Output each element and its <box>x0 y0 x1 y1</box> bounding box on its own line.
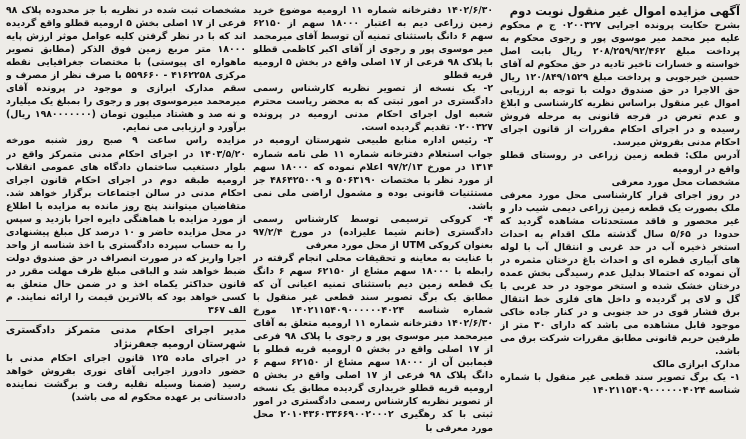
signature-heading: مدیر اجرای احکام مدنی متمرکز دادگستری شهرستان ارومیه جعفرنژاد <box>6 325 246 351</box>
notice-column-2 <box>253 4 493 435</box>
notice-paragraph: ۴- کروکی ترسیمی توسط کارشناس رسمی دادگستری (خانم شیما علیزاده) در مورخ ۹۷/۲/۴ بعنوان کروکی UTM از محل مورد معرفی <box>253 213 493 251</box>
section-heading: مشخصات محل مورد معرفی <box>611 176 740 188</box>
notice-paragraph: با عنایت به معاینه و تحقیقات محلی انجام گرفته در رابطه با ۱۸۰۰۰ سهم مشاع از ۶۲۱۵۰ سهم ۶ دانگ یک قطعه زمین دیم باستثنای تمنیه اعیانی آن که مطابق یک برگ تصویر سند قطعی غیر منقول با شماره شناسه ۱۴۰۲۱۱۵۴۰۹۰۰۰۰۰۰۴۰۲۴ مورخ ۱۴۰۲/۶/۳۰ دفترخانه شماره ۱۱ ارومیه متعلق به آقای میرمحمد میر موسوی پور و رجوی با پلاک ۹۸ فرعی از ۱۷ اصلی واقع در بخش ۵ ارومیه قریه قطلو با فیمابین آن از ۱۸۰۰۰ سهم مشاع از ۶۲۱۵۰ سهم ۶ دانگ پلاک ۹۸ فرعی از ۱۷ اصلی واقع در بخش ۵ ارومیه قریه قطلو خریداری گردیده مطابق یک نسخه از تصویر نظریه کارشناس رسمی دادگستری در امور ثبتی با کد رهگیری ۲۰۱۰۴۳۶۰۳۳۶۶۹۰۰۲۰۰۰۲ محل مورد معرفی با <box>253 252 493 434</box>
property-address: آدرس ملک: قطعه زمین زراعی در روستای قطلو واقع در ارومیه <box>500 150 740 175</box>
notice-paragraph: ۱- یک برگ تصویر سند قطعی غیر منقول با شماره شناسه ۱۴۰۲۱۱۵۴۰۹۰۰۰۰۰۰۴۰۲۴ <box>500 372 740 397</box>
notice-title: آگهی مزایده اموال غیر منقول نوبت دوم <box>509 4 740 18</box>
notice-paragraph: ۳- رئیس اداره منابع طبیعی شهرستان ارومیه در جواب استعلام دفترخانه شماره ۱۱ طی نامه شماره ۱۳۱۴ در مورخ ۹۷/۲/۱۳ اعلام نموده که ۱۸۰۰۰ سهم از مورد نظر با مختصات ۵۰۶۳۱۹۰ و ۴۸۶۴۲۵۰۰۹ جز مستثنیات قانونی بوده و مشمول اراضی ملی نمی باشد. <box>253 135 493 212</box>
notice-paragraph: ۱۴۰۲/۶/۳۰ دفترخانه شماره ۱۱ ارومیه موضوع خرید زمین زراعی دیم به اعتبار ۱۸۰۰۰ سهم از ۶۲۱۵۰ سهم ۶ دانگ باستثنای تمنیه آن توسط آقای میرمحمد میر موسوی پور و رجوی از آقای اکبر کاظمی قطلو با پلاک ۹۸ فرعی از ۱۷ اصلی واقع در بخش ۵ ارومیه قریه قطلو <box>253 5 493 82</box>
notice-column-1 <box>500 4 740 435</box>
notice-paragraph: مشخصات ثبت شده در نظریه با جز محدوده پلاک ۹۸ فرعی از ۱۷ اصلی بخش ۵ ارومیه قطلو واقع گردیده اند که با در نظر گرفتن کلیه عوامل موثر ارزش پایه ۱۸۰۰۰ متر مربع زمین فوق الذکر (مطابق تصویر ماهواره ای پیوستی) با مختصات جغرافیایی نقطه مرکزی ۴۱۶۲۲۵۸ - ۵۵۹۶۶۰ با صرف نظر از مصرف و سقم مدارک ابرازی و موجود در پرونده آقای میرمحمد میرموسوی پور و رجوی را بمبلغ یک میلیارد و نه صد و هشتاد میلیون تومان (۱۹۸۰۰۰۰۰۰۰ ریال) برآورد و ارزیابی می نمایم. <box>6 5 246 134</box>
notice-paragraph: در اجرای ماده ۱۲۵ قانون اجرای احکام مدنی با حضور دادورز اجرایی آقای نوری بفروش خواهد رسید (ضمنا وسیله نقلیه رفت و برگشت نماینده دادستانی بر عهده محکوم له می باشد) <box>6 353 246 404</box>
divider <box>6 320 246 321</box>
auction-details: مزایده راس ساعت ۹ صبح روز شنبه مورخه ۱۴۰۳/۵/۲۰ در اجرای احکام مدنی متمرکز واقع در بلوار دستغیب ساختمان دادگاه های عمومی انقلاب ارومیه طبقه دوم در اجرای احکام قانون اجرای احکام مدنی در سالن اجتماعات برگزار خواهد شد. متقاضیان میتوانند پنج روز مانده به مزایده با اطلاع از مورد مزایده با هماهنگی دایره اجرا بازدید و سپس در محل مزایده حاضر و ۱۰ درصد کل مبلغ پیشنهادی را به حساب سپرده دادگستری با اخذ شناسه از واحد اجرا واریز که در صورت انصراف در حق صندوق دولت ضبط خواهد شد و الباقی مبلغ ظرف مهلت مقرر در قانون حداکثر یکماه اخذ و در ضمن حال متعلق به کسی خواهد بود که بالاترین قیمت را ارائه نمایند. م الف ۳۶۷ <box>6 135 246 317</box>
notice-column-3 <box>6 4 246 435</box>
notice-paragraph: ۲- یک نسخه از تصویر نظریه کارشناس رسمی دادگستری در امور ثبتی که به محضر ریاست محترم شعبه اول اجرای احکام مدنی ارومیه در پرونده ۰۲۰۰۳۲۷ تقدیم گردیده است. <box>253 83 493 134</box>
section-heading: مدارک ابرازی مالک <box>652 359 740 371</box>
notice-paragraph: بشرح حکایت پرونده اجرایی ۰۲۰۰۳۲۷ ج م محکوم علیه میر محمد میر موسوی پور و رجوی محکوم به پرداخت مبلغ ۲۰۸/۲۵۹/۹۲/۴۶۲ ریال بابت اصل خواسته و خسارات تاخیر تادیه در حق محکوم له آقای حسین خیرجویی و پرداخت مبلغ ۱۲۰/۸۴۹/۱۵۲۹ ریال حق الاجرا در حق صندوق دولت با توجه به ارزیابی اموال غیر منقول براساس نظریه کارشناسی و ابلاغ و عدم تعرض در فرجه قانونی به مرحله فروش رسیده و در اجرای احکام مقررات از قانون اجرای احکام مدنی بفروش میرسد. <box>500 20 740 149</box>
notice-paragraph: در روز اجرای قرار کارشناسی محل مورد معرفی ملک بصورت یک قطعه زمین زراعی دیمی شیب دار و غیر محصور و فاقد مستحدثات مشاهده گردید که حدودا در ۵/۶۵ سال گذشته ملک اقدام به احداث استخر ذخیره آب در حد غربی و انتقال آب با لوله های آبیاری قطره ای و احداث باغ درختان مثمره در آن نموده که احتمالا بدلیل عدم رسیدگی بخش عمده درختان خشک شده و استخر موجود در حد غربی با گل و لای پر گردیده و داخل های فلزی خط انتقال برق فشار قوی در حد جنوبی و در کنار جاده خاکی موجود قابل مشاهده می باشد که دارای ۳۰ متر از طرفین حریم قانونی مطابق مقررات شرکت برق می باشد. <box>500 189 740 358</box>
